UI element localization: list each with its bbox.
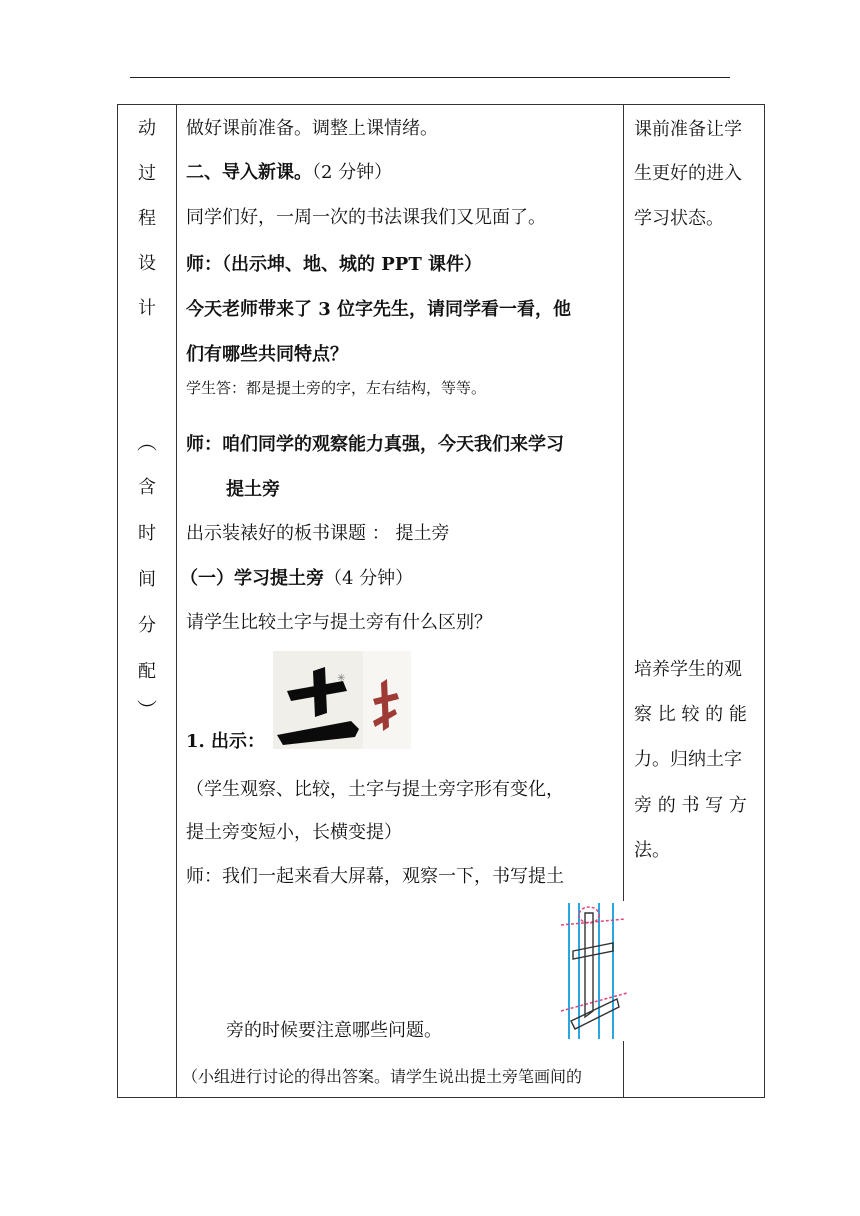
vertical-char: ︵ [137, 430, 157, 454]
vertical-char: 过 [138, 163, 156, 184]
question-line-2: 们有哪些共同特点？ [186, 344, 348, 365]
note2-line: 力。归纳土字 [634, 749, 742, 770]
note2-line: 旁 的 书 写 方 [634, 795, 747, 816]
teacher-show-line: 师：（出示坤、地、城的 PPT 课件） [186, 254, 482, 275]
tu-comparison-image [273, 651, 411, 749]
screen-line-2: 旁的时候要注意哪些问题。 [226, 1020, 442, 1041]
part1-title: （一）学习提土旁 [180, 568, 324, 589]
process-design-label [118, 105, 176, 1097]
prep-line: 做好课前准备。调整上课情绪。 [186, 118, 438, 139]
vertical-char: ︶ [137, 698, 157, 722]
design-intent-notes [626, 105, 766, 1097]
section2-heading [186, 160, 392, 186]
note2-line: 察 比 较 的 能 [634, 704, 747, 725]
vertical-char: 配 [138, 661, 156, 682]
stroke-guide-image [555, 901, 633, 1041]
svg-text:✳: ✳ [337, 673, 346, 684]
part1-time: （4 分钟） [324, 568, 414, 589]
praise-line-2: 提土旁 [226, 479, 280, 500]
observe-line-2: 提土旁变短小，长横变提） [186, 822, 402, 843]
group-discussion-line: （小组进行讨论的得出答案。请学生说出提土旁笔画间的 [182, 1067, 583, 1086]
greeting-line: 同学们好，一周一次的书法课我们又见面了。 [186, 207, 546, 228]
lesson-table [117, 104, 765, 1098]
vertical-char: 时 [138, 523, 156, 544]
lesson-content [178, 105, 622, 1097]
praise-line-1: 师：咱们同学的观察能力真强，今天我们来学习 [186, 434, 564, 455]
section2-title: 二、导入新课。 [186, 162, 312, 183]
show-label: 1. 出示： [186, 731, 266, 752]
part1-heading [180, 566, 413, 592]
note1-line: 学习状态。 [634, 208, 724, 229]
vertical-char: 间 [138, 569, 156, 590]
vertical-char: 含 [138, 477, 156, 498]
vertical-char: 动 [138, 118, 156, 139]
section2-time: （2 分钟） [312, 162, 393, 183]
question-line-1: 今天老师带来了 3 位字先生，请同学看一看，他 [186, 299, 572, 320]
vertical-char: 计 [138, 298, 156, 319]
observe-line-1: （学生观察、比较，土字与提土旁字形有变化， [186, 779, 564, 800]
vertical-char: 分 [138, 615, 156, 636]
student-answer: 学生答：都是提土旁的字，左右结构，等等。 [186, 379, 487, 397]
note2-line: 培养学生的观 [634, 659, 742, 680]
note2-line: 法。 [634, 840, 670, 861]
note1-line: 生更好的进入 [634, 163, 742, 184]
show-title-line: 出示装裱好的板书课题 ： 提土旁 [186, 523, 450, 544]
vertical-char: 程 [138, 208, 156, 229]
column-divider-1 [176, 105, 177, 1097]
screen-line-1: 师：我们一起来看大屏幕，观察一下，书写提土 [186, 866, 564, 887]
compare-question: 请学生比较土字与提土旁有什么区别？ [186, 612, 492, 633]
header-rule [130, 77, 730, 78]
vertical-char: 设 [138, 253, 156, 274]
note1-line: 课前准备让学 [634, 119, 742, 140]
